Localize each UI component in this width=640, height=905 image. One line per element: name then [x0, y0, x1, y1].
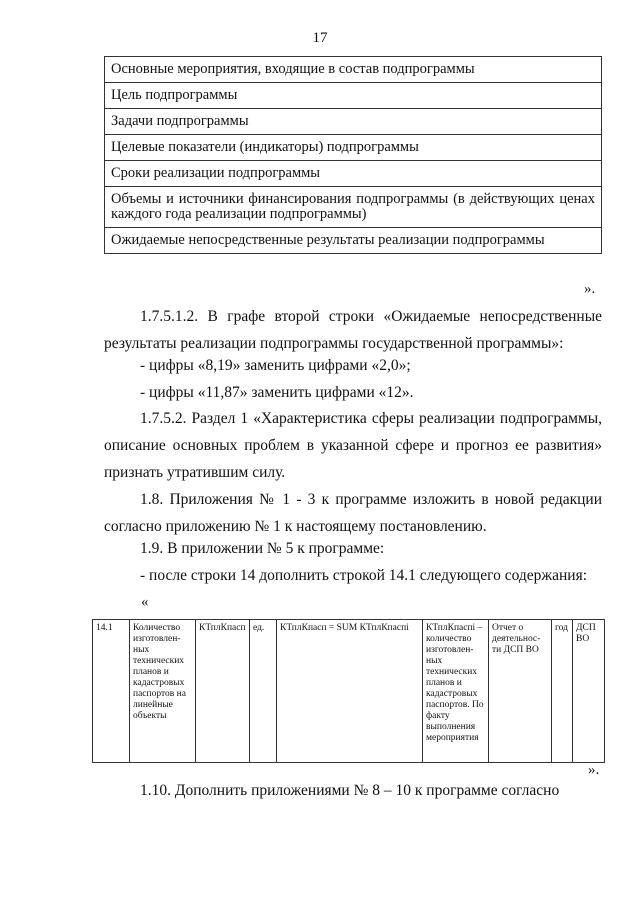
table-row — [105, 83, 602, 109]
table-cell: ед. — [250, 620, 277, 763]
table-cell: КТплКпаспi – количество изготовлен-ных технических планов и кадастровых паспортов. По факту выполнения мероприятия — [423, 620, 489, 763]
table-cell: Цель подпрограммы — [105, 83, 602, 109]
table-cell: 14.1 — [93, 620, 130, 763]
table-cell: КТплКпасп — [196, 620, 250, 763]
paragraph: - после строки 14 дополнить строкой 14.1 следующего содержания: — [140, 567, 588, 584]
table-cell: Задачи подпрограммы — [105, 109, 602, 135]
indicator-table — [92, 619, 605, 763]
closing-quote: ». — [584, 281, 596, 297]
page-number: 17 — [312, 30, 328, 46]
table-cell: Объемы и источники финансирования подпрограммы (в действующих ценах каждого года реализации подпрограммы) — [105, 187, 602, 228]
table-cell: Целевые показатели (индикаторы) подпрограммы — [105, 135, 602, 161]
paragraph: 1.7.5.2. Раздел 1 «Характеристика сферы реализации подпрограммы, описание основных проблем в указанной сфере и прогноз ее развития» признать утратившим силу. — [104, 410, 602, 481]
table-row — [105, 109, 602, 135]
table-cell: Основные мероприятия, входящие в состав подпрограммы — [105, 57, 602, 83]
table-row — [105, 161, 602, 187]
table-row — [105, 135, 602, 161]
table-cell: год — [552, 620, 573, 763]
paragraph: 1.10. Дополнить приложениями № 8 – 10 к программе согласно — [140, 782, 560, 799]
table-row — [105, 57, 602, 83]
table-row — [105, 228, 602, 254]
closing-quote: ». — [588, 762, 600, 778]
table-cell: ДСП ВО — [573, 620, 605, 763]
table-cell: КТплКпасп = SUM КТплКпаспi — [277, 620, 423, 763]
table-row — [93, 620, 605, 763]
paragraph: - цифры «11,87» заменить цифрами «12». — [140, 384, 414, 401]
paragraph: 1.8. Приложения № 1 - 3 к программе изложить в новой редакции согласно приложению № 1 к настоящему постановлению. — [104, 491, 602, 535]
table-cell: Количество изготовлен-ных технических планов и кадастровых паспортов на линейные объекты — [130, 620, 196, 763]
table-row — [105, 187, 602, 228]
table-cell: Сроки реализации подпрограммы — [105, 161, 602, 187]
paragraph: 1.9. В приложении № 5 к программе: — [140, 540, 385, 557]
paragraph: - цифры «8,19» заменить цифрами «2,0»; — [140, 357, 411, 374]
opening-quote: « — [141, 594, 149, 610]
table-cell: Отчет о деятельнос-ти ДСП ВО — [489, 620, 552, 763]
paragraph: 1.7.5.1.2. В графе второй строки «Ожидаемые непосредственные результаты реализации подпрограммы государственной программы»: — [104, 308, 602, 352]
table-cell: Ожидаемые непосредственные результаты реализации подпрограммы — [105, 228, 602, 254]
subprogram-passport-table — [104, 56, 602, 254]
